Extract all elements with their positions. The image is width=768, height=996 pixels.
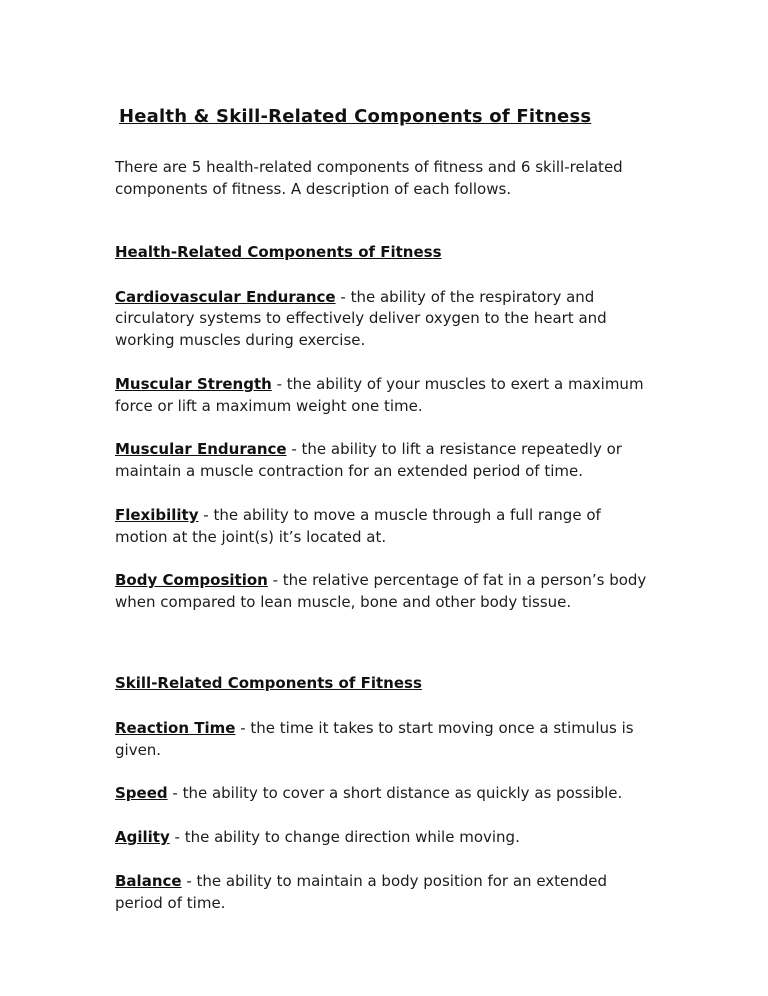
entry-muscular-endurance	[115, 439, 648, 483]
term-definition: the ability of the respiratory and circulatory systems to effectively deliver oxygen to the heart and working muscles during exercise.	[115, 287, 607, 349]
term-label: Speed	[115, 784, 168, 803]
entry-reaction-time	[115, 718, 648, 762]
term-definition: the time it takes to start moving once a stimulus is given.	[115, 718, 634, 759]
term-definition: the ability to lift a resistance repeatedly or maintain a muscle contraction for an extended period of time.	[115, 440, 622, 480]
section-heading-health: Health-Related Components of Fitness	[115, 242, 442, 261]
term-separator: -	[181, 871, 197, 890]
term-label: Agility	[115, 828, 170, 846]
term-definition: the ability of your muscles to exert a maximum force or lift a maximum weight one time.	[115, 374, 644, 415]
term-definition: the ability to cover a short distance as quickly as possible.	[182, 784, 623, 803]
document-title: Health & Skill-Related Components of Fitness	[119, 106, 592, 127]
term-separator: -	[267, 571, 283, 590]
term-label: Muscular Strength	[115, 374, 272, 393]
section-skill-related	[115, 674, 648, 915]
entry-agility	[115, 827, 648, 849]
term-label: Body Composition	[115, 571, 268, 590]
term-separator: -	[286, 440, 302, 459]
term-label: Reaction Time	[115, 718, 236, 737]
section-health-related	[115, 243, 648, 614]
entry-cardiovascular-endurance	[115, 287, 648, 352]
entry-muscular-strength	[115, 374, 648, 418]
entry-flexibility	[115, 505, 648, 549]
section-heading-skill: Skill-Related Components of Fitness	[115, 673, 422, 692]
term-definition: the ability to move a muscle through a full range of motion at the joint(s) it’s located at.	[115, 505, 601, 546]
term-label: Muscular Endurance	[115, 440, 287, 459]
term-label: Balance	[115, 871, 182, 890]
term-label: Cardiovascular Endurance	[115, 287, 336, 306]
term-separator: -	[198, 505, 214, 524]
term-separator: -	[271, 374, 287, 393]
term-definition: the ability to maintain a body position for an extended period of time.	[115, 871, 608, 912]
term-label: Flexibility	[115, 505, 199, 524]
term-separator: -	[169, 828, 185, 846]
entry-balance	[115, 871, 648, 915]
term-definition: the relative percentage of fat in a person’s body when compared to lean muscle, bone and other body tissue.	[115, 571, 647, 611]
term-definition: the ability to change direction while moving.	[184, 828, 520, 846]
entry-speed	[115, 783, 648, 805]
term-separator: -	[167, 784, 183, 803]
term-separator: -	[235, 718, 251, 737]
term-separator: -	[335, 287, 351, 306]
entry-body-composition	[115, 570, 648, 614]
intro-paragraph: There are 5 health-related components of fitness and 6 skill-related components of fitness. A description of each follows.	[115, 158, 623, 198]
